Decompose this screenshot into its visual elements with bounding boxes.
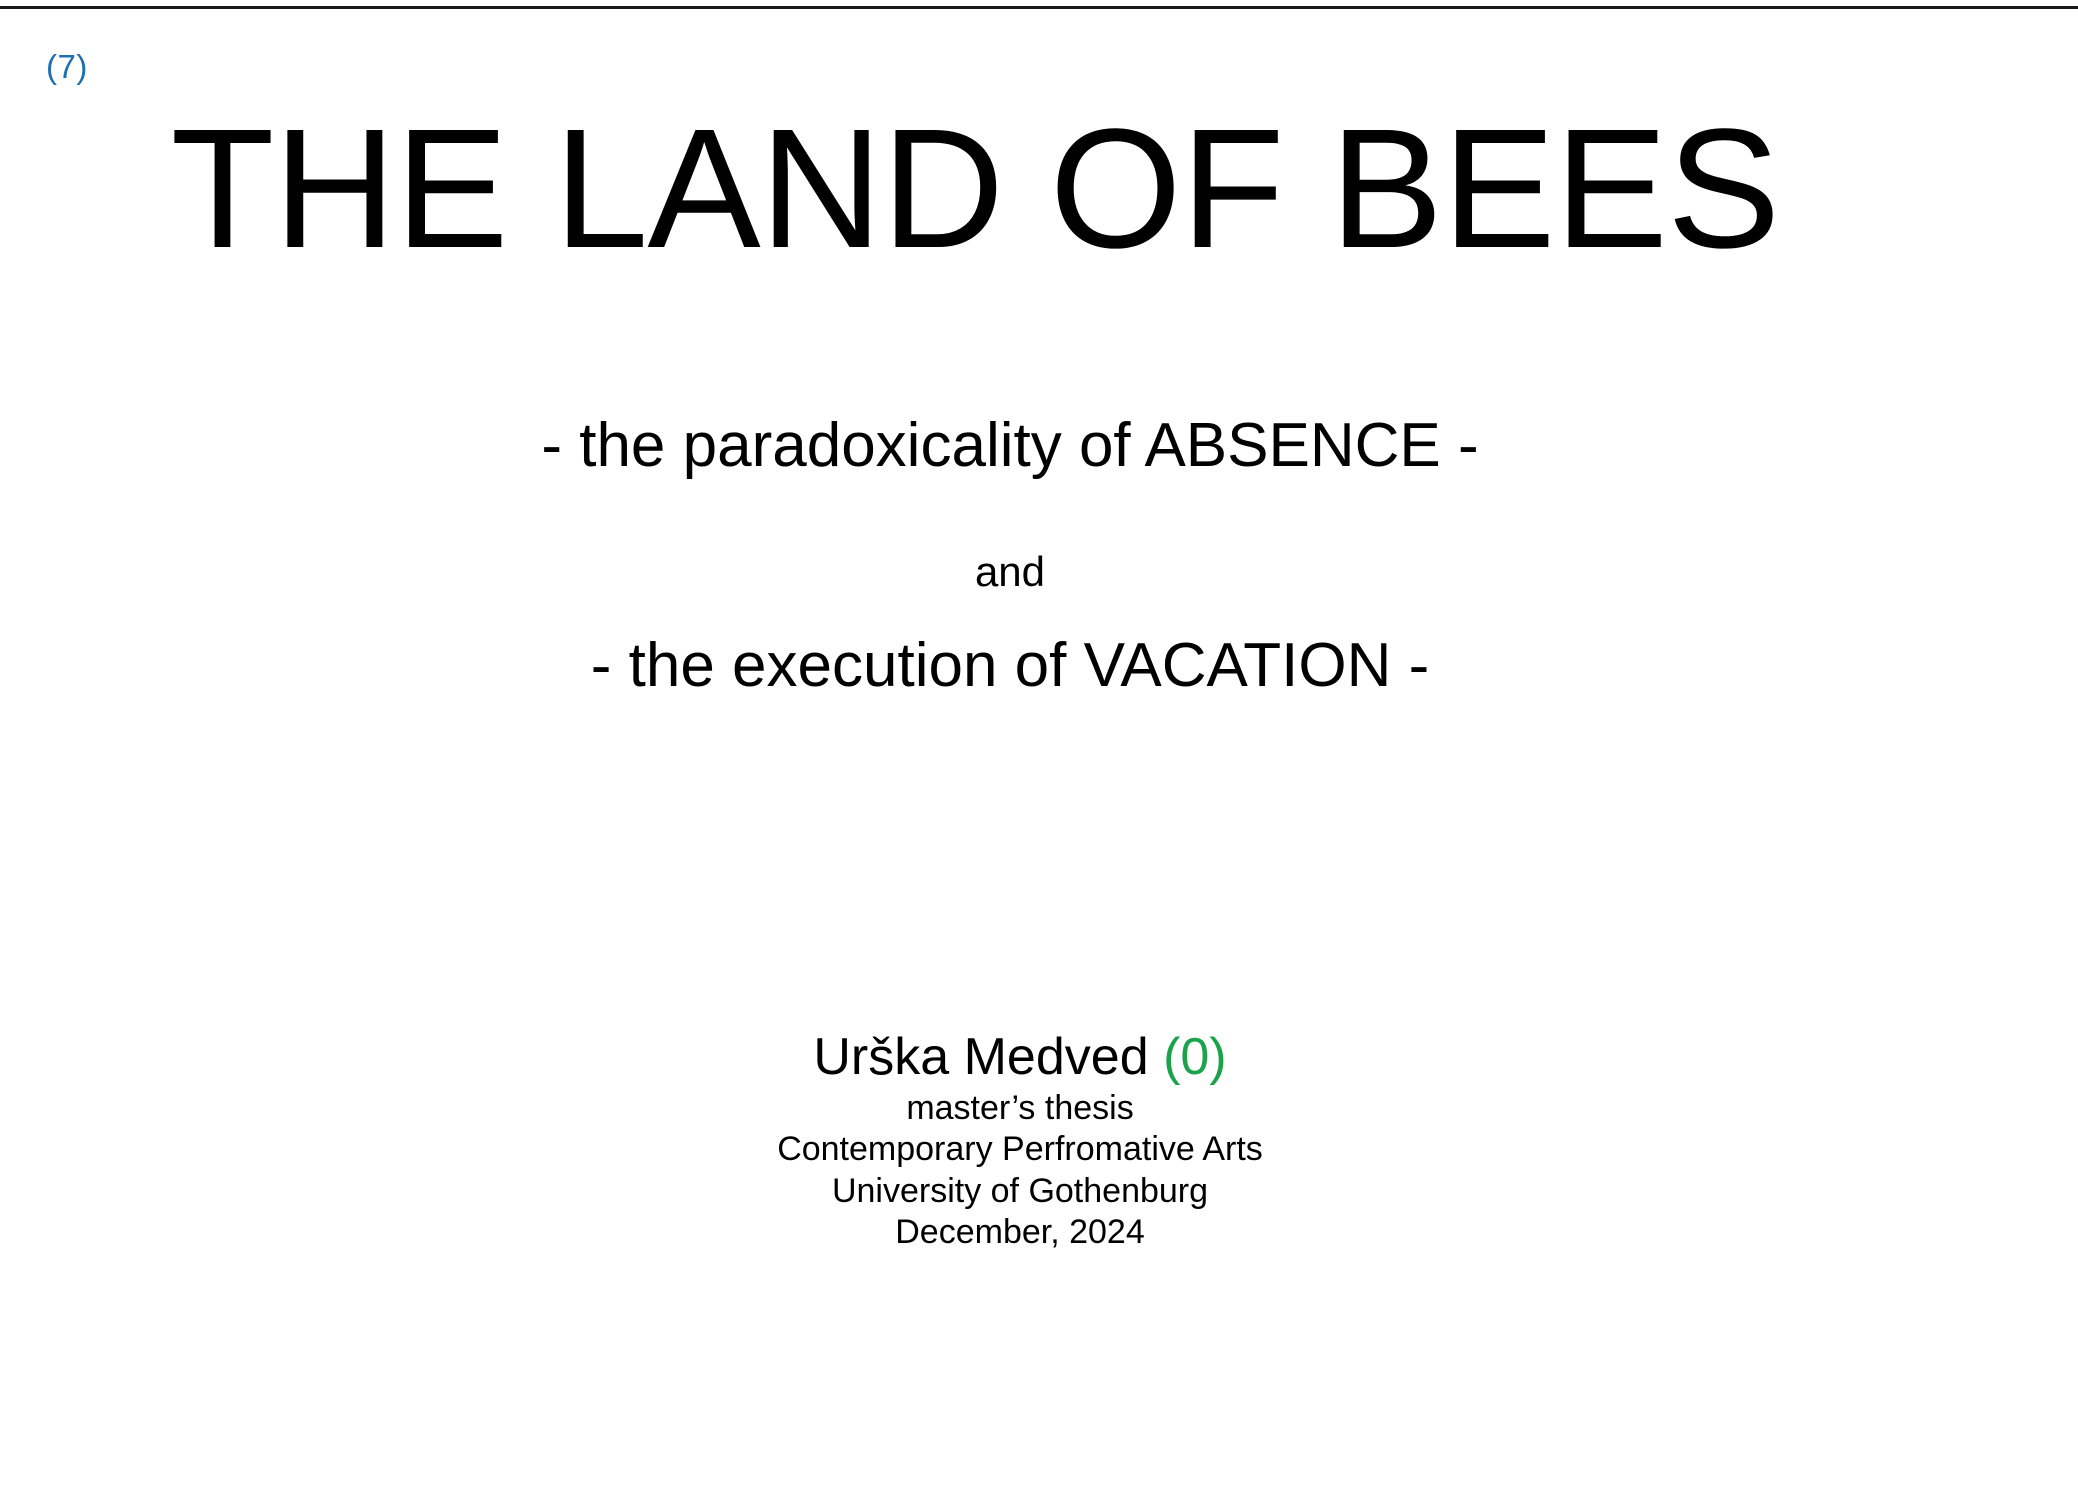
author-name: Urška Medved: [813, 1028, 1149, 1086]
author-meta-institution: University of Gothenburg: [831, 1171, 1209, 1210]
author-name-line: [0, 1028, 2040, 1088]
subtitle-connector: and: [974, 548, 1046, 595]
author-meta-program: Contemporary Perfromative Arts: [777, 1130, 1263, 1169]
subtitle-absence: - the paradoxicality of ABSENCE -: [541, 411, 1479, 480]
page-title: THE LAND OF BEES: [170, 94, 1780, 284]
author-meta-thesis: master’s thesis: [906, 1088, 1134, 1127]
author-count: (0): [1163, 1028, 1227, 1086]
page-marker: (7): [46, 48, 88, 85]
subtitle-vacation: - the execution of VACATION -: [590, 631, 1430, 700]
author-block: [0, 1028, 2040, 1254]
top-divider: [0, 6, 2078, 9]
author-meta-date: December, 2024: [895, 1213, 1145, 1252]
